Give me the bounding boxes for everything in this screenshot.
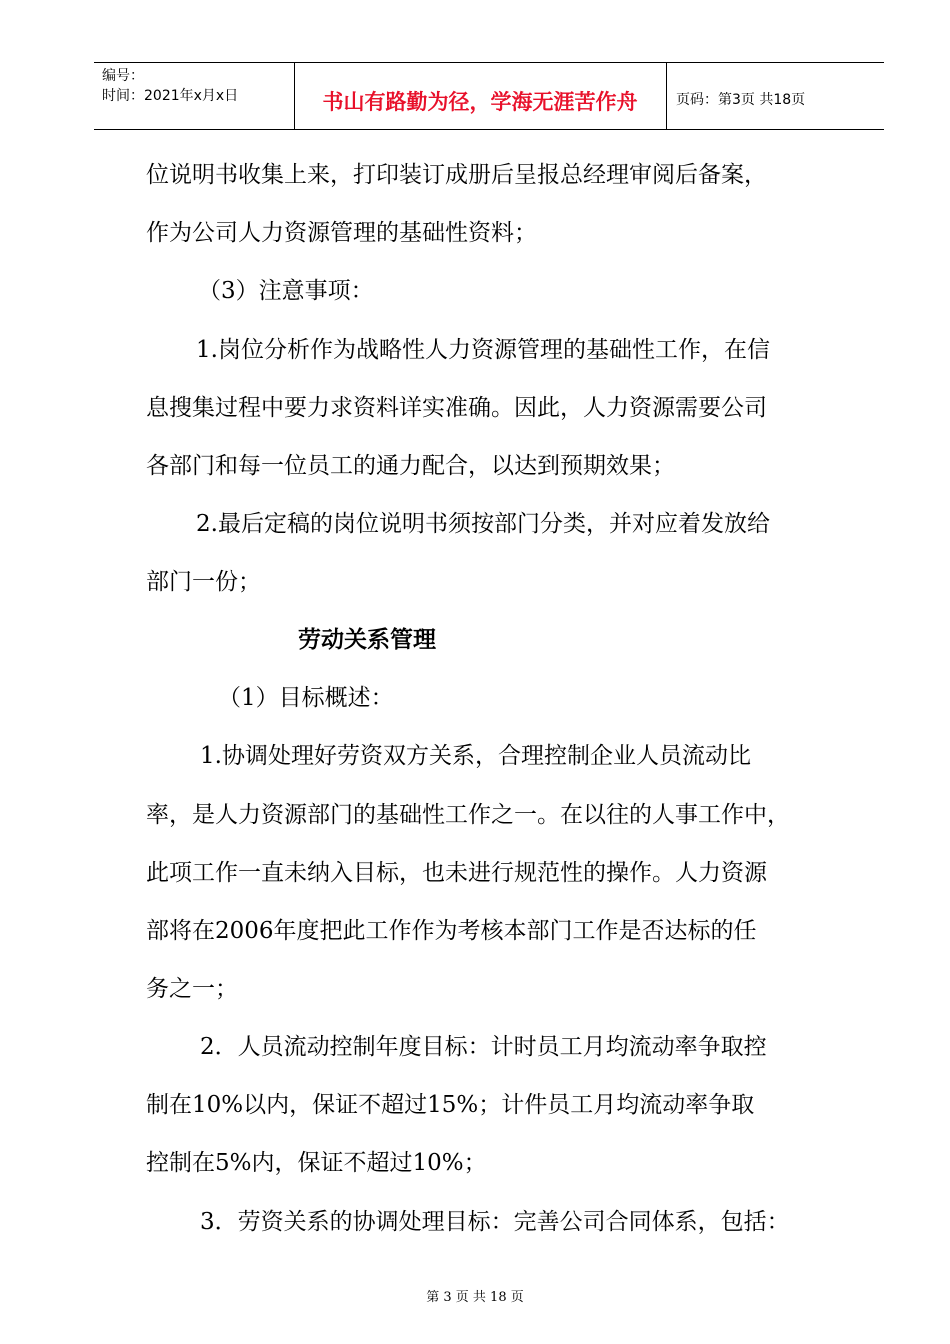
body-line: 作为公司人力资源管理的基础性资料； xyxy=(146,220,537,246)
body-line: 1.岗位分析作为战略性人力资源管理的基础性工作，在信 xyxy=(196,337,770,363)
document-time-label: 时间：2021年x月x日 xyxy=(102,88,239,104)
page-header xyxy=(94,62,884,130)
body-line: 3．劳资关系的协调处理目标：完善公司合同体系，包括： xyxy=(200,1209,790,1235)
body-line: 务之一； xyxy=(146,976,238,1002)
header-info-cell xyxy=(94,63,295,129)
body-line: 息搜集过程中要力求资料详实准确。因此，人力资源需要公司 xyxy=(146,395,767,421)
body-line: 1.协调处理好劳资双方关系，合理控制企业人员流动比 xyxy=(200,743,751,769)
section-heading: 劳动关系管理 xyxy=(298,627,436,653)
body-line: 控制在5%内，保证不超过10%； xyxy=(146,1150,487,1176)
header-page-cell xyxy=(666,63,882,129)
page-footer: 第 3 页 共 18 页 xyxy=(426,1290,524,1305)
header-motto-cell xyxy=(294,63,667,129)
header-page-info: 页码：第3页 共18页 xyxy=(676,92,806,108)
body-line: （1）目标概述： xyxy=(218,685,394,711)
document-number-label: 编号： xyxy=(102,68,144,84)
body-line: 部门一份； xyxy=(146,569,261,595)
body-line: （3）注意事项： xyxy=(198,278,374,304)
body-line: 2．人员流动控制年度目标：计时员工月均流动率争取控 xyxy=(200,1034,767,1060)
body-line: 部将在2006年度把此工作作为考核本部门工作是否达标的任 xyxy=(146,918,757,944)
body-line: 率，是人力资源部门的基础性工作之一。在以往的人事工作中， xyxy=(146,802,790,828)
body-line: 位说明书收集上来，打印装订成册后呈报总经理审阅后备案， xyxy=(146,162,767,188)
body-line: 制在10%以内，保证不超过15%；计件员工月均流动率争取 xyxy=(146,1092,755,1118)
body-line: 各部门和每一位员工的通力配合，以达到预期效果； xyxy=(146,453,675,479)
header-motto: 书山有路勤为径，学海无涯苦作舟 xyxy=(322,90,638,114)
body-line: 此项工作一直未纳入目标，也未进行规范性的操作。人力资源 xyxy=(146,860,767,886)
body-line: 2.最后定稿的岗位说明书须按部门分类，并对应着发放给 xyxy=(196,511,770,537)
